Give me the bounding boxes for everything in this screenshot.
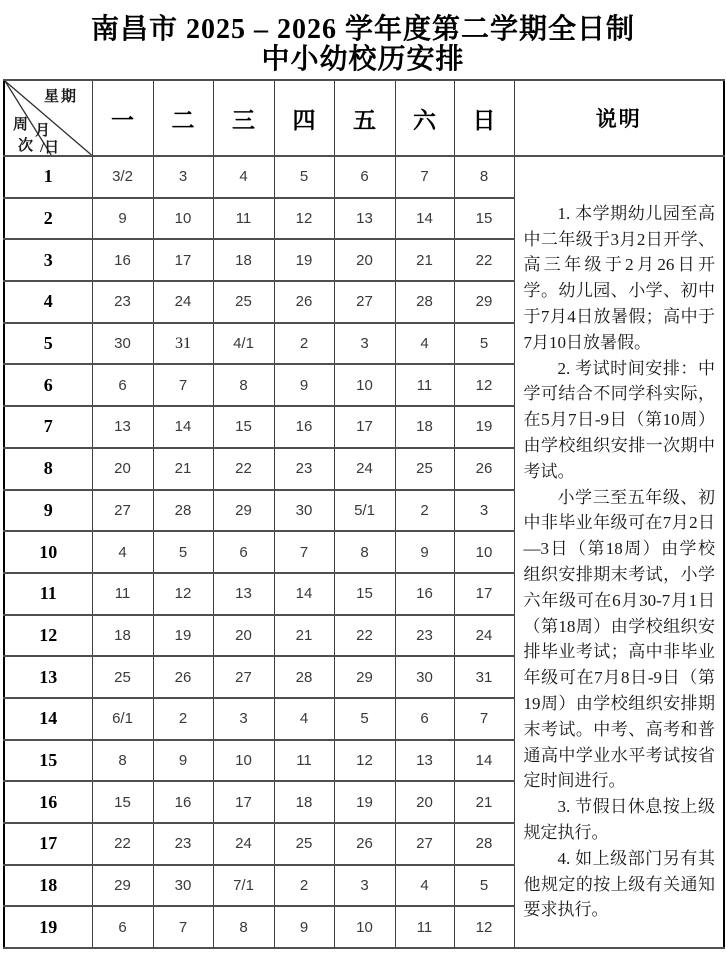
date-cell: 8: [213, 364, 274, 406]
date-cell: 9: [274, 906, 334, 948]
date-cell: 7: [153, 906, 213, 948]
date-cell: 18: [274, 781, 334, 823]
note-paragraph: 小学三至五年级、初中非毕业年级可在7月2日—3日（第18周）由学校组织安排期末考试，小学六年级可在6月30-7月1日（第18周）由学校组织安排毕业考试；高中非毕业年级可在7月8日-9日（第19周）由学校组织安排期末考试。中考、高考和普通高中学业水平考试按省定时间进行。: [523, 487, 715, 791]
day-header-thu: 四: [274, 80, 334, 156]
date-cell: 25: [395, 448, 454, 490]
date-cell: 16: [92, 239, 153, 281]
date-cell: 23: [92, 281, 153, 323]
date-cell: 5: [454, 865, 514, 907]
date-cell: 21: [395, 239, 454, 281]
date-cell: 10: [334, 364, 395, 406]
date-cell: 6: [92, 906, 153, 948]
date-cell: 16: [395, 573, 454, 615]
date-cell: 4: [274, 698, 334, 740]
corner-day-label: /日: [40, 140, 60, 156]
date-cell: 9: [274, 364, 334, 406]
corner-no-label: 次: [18, 138, 34, 154]
date-cell: 11: [274, 740, 334, 782]
corner-week-label: 周: [13, 117, 29, 133]
date-cell: 19: [274, 239, 334, 281]
date-cell: 7: [153, 364, 213, 406]
note-paragraph: 3. 节假日休息按上级规定执行。: [523, 797, 715, 842]
week-number-cell: 10: [4, 531, 92, 573]
date-cell: 27: [213, 656, 274, 698]
title-line-2: 中小幼校历安排: [261, 44, 465, 75]
date-cell: 21: [274, 615, 334, 657]
week-number-cell: 9: [4, 490, 92, 532]
date-cell: 6/1: [92, 698, 153, 740]
week-number-cell: 19: [4, 906, 92, 948]
date-cell: 23: [153, 823, 213, 865]
date-cell: 19: [454, 406, 514, 448]
date-cell: 5: [274, 156, 334, 198]
date-cell: 17: [213, 781, 274, 823]
date-cell: 13: [334, 198, 395, 240]
date-cell: 30: [153, 865, 213, 907]
date-cell: 28: [274, 656, 334, 698]
date-cell: 8: [454, 156, 514, 198]
date-cell: 26: [334, 823, 395, 865]
title-line-1: 南昌市 2025 – 2026 学年度第二学期全日制: [90, 14, 635, 45]
date-cell: 31: [153, 323, 213, 365]
date-cell: 16: [274, 406, 334, 448]
corner-weekday-label: 星期: [44, 89, 79, 105]
date-cell: 22: [92, 823, 153, 865]
date-cell: 7: [274, 531, 334, 573]
week-number-cell: 16: [4, 781, 92, 823]
date-cell: 2: [274, 323, 334, 365]
date-cell: 2: [274, 865, 334, 907]
date-cell: 12: [153, 573, 213, 615]
date-cell: 4/1: [213, 323, 274, 365]
date-cell: 27: [92, 490, 153, 532]
day-header-mon: 一: [92, 80, 153, 156]
week-number-cell: 15: [4, 740, 92, 782]
date-cell: 5/1: [334, 490, 395, 532]
date-cell: 19: [334, 781, 395, 823]
date-cell: 9: [153, 740, 213, 782]
date-cell: 16: [153, 781, 213, 823]
date-cell: 20: [92, 448, 153, 490]
date-cell: 26: [274, 281, 334, 323]
date-cell: 24: [454, 615, 514, 657]
week-number-cell: 7: [4, 406, 92, 448]
date-cell: 8: [334, 531, 395, 573]
date-cell: 13: [395, 740, 454, 782]
date-cell: 14: [395, 198, 454, 240]
date-cell: 26: [454, 448, 514, 490]
date-cell: 3: [213, 698, 274, 740]
date-cell: 4: [395, 865, 454, 907]
day-header-wed: 三: [213, 80, 274, 156]
week-number-cell: 8: [4, 448, 92, 490]
date-cell: 20: [334, 239, 395, 281]
week-number-cell: 5: [4, 323, 92, 365]
date-cell: 7: [395, 156, 454, 198]
date-cell: 18: [395, 406, 454, 448]
week-number-cell: 2: [4, 198, 92, 240]
date-cell: 18: [92, 615, 153, 657]
date-cell: 6: [395, 698, 454, 740]
date-cell: 27: [334, 281, 395, 323]
date-cell: 21: [153, 448, 213, 490]
date-cell: 4: [92, 531, 153, 573]
date-cell: 29: [213, 490, 274, 532]
date-cell: 4: [213, 156, 274, 198]
date-cell: 6: [334, 156, 395, 198]
date-cell: 26: [153, 656, 213, 698]
date-cell: 10: [334, 906, 395, 948]
corner-month-label: 月: [35, 123, 51, 139]
date-cell: 14: [153, 406, 213, 448]
date-cell: 8: [213, 906, 274, 948]
date-cell: 2: [153, 698, 213, 740]
calendar-body: [4, 156, 724, 948]
week-number-cell: 1: [4, 156, 92, 198]
date-cell: 11: [213, 198, 274, 240]
date-cell: 25: [92, 656, 153, 698]
date-cell: 19: [153, 615, 213, 657]
date-cell: 3/2: [92, 156, 153, 198]
date-cell: 12: [454, 906, 514, 948]
date-cell: 25: [274, 823, 334, 865]
notes-header: 说明: [514, 80, 724, 156]
week-number-cell: 6: [4, 364, 92, 406]
date-cell: 9: [92, 198, 153, 240]
date-cell: 12: [334, 740, 395, 782]
date-cell: 15: [213, 406, 274, 448]
header-row: [4, 80, 724, 156]
date-cell: 12: [454, 364, 514, 406]
date-cell: 29: [454, 281, 514, 323]
date-cell: 30: [274, 490, 334, 532]
day-header-sun: 日: [454, 80, 514, 156]
date-cell: 5: [454, 323, 514, 365]
note-paragraph: 4. 如上级部门另有其他规定的按上级有关通知要求执行。: [523, 848, 715, 920]
calendar-table: [3, 79, 725, 949]
date-cell: 8: [92, 740, 153, 782]
date-cell: 25: [213, 281, 274, 323]
date-cell: 23: [274, 448, 334, 490]
date-cell: 3: [334, 865, 395, 907]
date-cell: 17: [334, 406, 395, 448]
note-paragraph: 2. 考试时间安排：中学可结合不同学科实际，在5月7日-9日（第10周）由学校组织安排一次期中考试。: [523, 358, 715, 481]
date-cell: 6: [213, 531, 274, 573]
page-title: [0, 0, 726, 75]
note-paragraph: 1. 本学期幼儿园至高中二年级于3月2日开学、高三年级于2月26日开学。幼儿园、小学、初中于7月4日放暑假；高中于7月10日放暑假。: [523, 203, 715, 352]
date-cell: 4: [395, 323, 454, 365]
week-number-cell: 17: [4, 823, 92, 865]
date-cell: 13: [92, 406, 153, 448]
date-cell: 6: [92, 364, 153, 406]
date-cell: 30: [395, 656, 454, 698]
date-cell: 23: [395, 615, 454, 657]
date-cell: 20: [395, 781, 454, 823]
date-cell: 5: [334, 698, 395, 740]
date-cell: 7: [454, 698, 514, 740]
date-cell: 24: [213, 823, 274, 865]
date-cell: 14: [454, 740, 514, 782]
date-cell: 24: [334, 448, 395, 490]
date-cell: 24: [153, 281, 213, 323]
date-cell: 12: [274, 198, 334, 240]
week-number-cell: 13: [4, 656, 92, 698]
date-cell: 10: [153, 198, 213, 240]
date-cell: 11: [395, 906, 454, 948]
date-cell: 13: [213, 573, 274, 615]
date-cell: 22: [334, 615, 395, 657]
date-cell: 17: [454, 573, 514, 615]
date-cell: 3: [153, 156, 213, 198]
week-number-cell: 11: [4, 573, 92, 615]
date-cell: 28: [153, 490, 213, 532]
day-header-sat: 六: [395, 80, 454, 156]
calendar-week-row: [4, 156, 724, 198]
date-cell: 30: [92, 323, 153, 365]
date-cell: 29: [92, 865, 153, 907]
corner-header-cell: [4, 80, 92, 156]
date-cell: 29: [334, 656, 395, 698]
date-cell: 7/1: [213, 865, 274, 907]
date-cell: 17: [153, 239, 213, 281]
week-number-cell: 18: [4, 865, 92, 907]
week-number-cell: 12: [4, 615, 92, 657]
date-cell: 18: [213, 239, 274, 281]
day-header-fri: 五: [334, 80, 395, 156]
date-cell: 21: [454, 781, 514, 823]
date-cell: 22: [454, 239, 514, 281]
date-cell: 14: [274, 573, 334, 615]
date-cell: 3: [334, 323, 395, 365]
date-cell: 3: [454, 490, 514, 532]
date-cell: 5: [153, 531, 213, 573]
week-number-cell: 4: [4, 281, 92, 323]
date-cell: 31: [454, 656, 514, 698]
date-cell: 11: [92, 573, 153, 615]
date-cell: 15: [334, 573, 395, 615]
week-number-cell: 14: [4, 698, 92, 740]
date-cell: 28: [454, 823, 514, 865]
date-cell: 20: [213, 615, 274, 657]
date-cell: 10: [213, 740, 274, 782]
date-cell: 15: [454, 198, 514, 240]
day-header-tue: 二: [153, 80, 213, 156]
notes-cell: [514, 156, 724, 948]
week-number-cell: 3: [4, 239, 92, 281]
date-cell: 2: [395, 490, 454, 532]
date-cell: 9: [395, 531, 454, 573]
date-cell: 15: [92, 781, 153, 823]
date-cell: 10: [454, 531, 514, 573]
date-cell: 22: [213, 448, 274, 490]
date-cell: 28: [395, 281, 454, 323]
date-cell: 27: [395, 823, 454, 865]
date-cell: 11: [395, 364, 454, 406]
